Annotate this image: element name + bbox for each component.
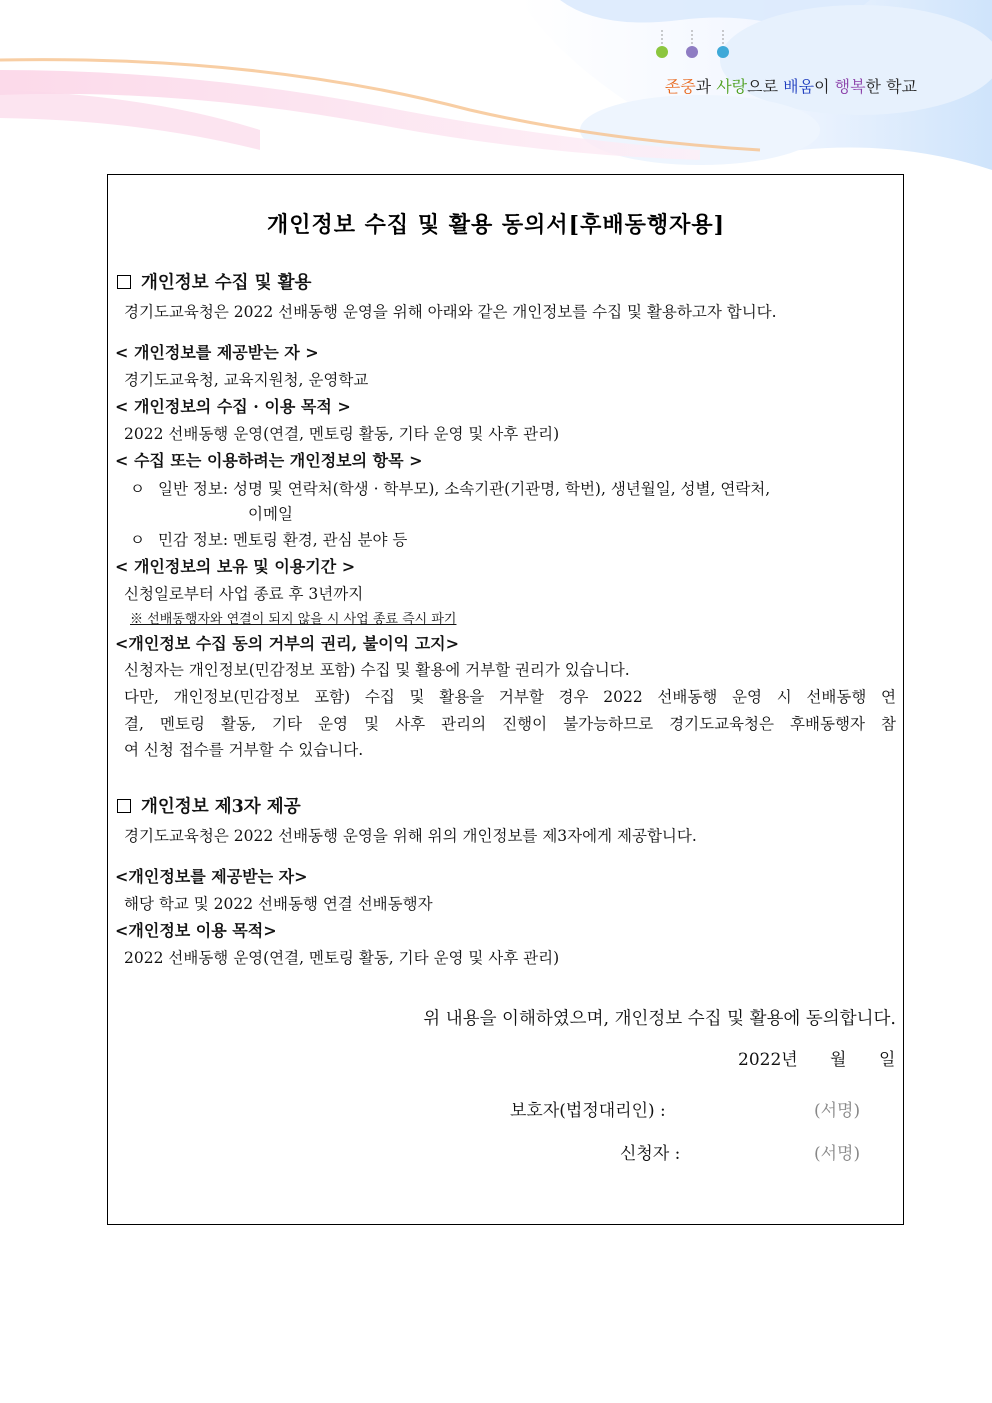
guardian-sign-mark[interactable]: (서명) bbox=[814, 1101, 861, 1121]
sensitive-info-item: ㅇ 민감 정보: 멘토링 환경, 관심 분야 등 bbox=[124, 529, 896, 551]
refusal-heading: <개인정보 수집 동의 거부의 권리, 불이익 고지> bbox=[115, 634, 460, 653]
recipient-text: 경기도교육청, 교육지원청, 운영학교 bbox=[124, 371, 369, 389]
checkbox-square-icon bbox=[117, 799, 131, 813]
motto-part: 배움 bbox=[783, 77, 815, 96]
purpose-heading: < 개인정보의 수집 · 이용 목적 > bbox=[115, 397, 351, 416]
bullet-icon: ㅇ bbox=[130, 531, 145, 549]
third-party-recipient-heading: <개인정보를 제공받는 자> bbox=[115, 867, 308, 886]
items-heading: < 수집 또는 이용하려는 개인정보의 항목 > bbox=[115, 451, 423, 470]
guardian-label: 보호자(법정대리인) : bbox=[510, 1101, 666, 1121]
recipient-heading: < 개인정보를 제공받는 자 > bbox=[115, 343, 319, 362]
motto-part: 으로 bbox=[747, 77, 784, 96]
retention-heading: < 개인정보의 보유 및 이용기간 > bbox=[115, 557, 356, 576]
page-title: 개인정보 수집 및 활용 동의서[후배동행자용] bbox=[267, 212, 725, 238]
date-day: 일 bbox=[879, 1050, 896, 1070]
purpose-text: 2022 선배동행 운영(연결, 멘토링 활동, 기타 운영 및 사후 관리) bbox=[124, 425, 560, 443]
motto-part: 이 bbox=[814, 77, 835, 96]
agreement-statement: 위 내용을 이해하였으며, 개인정보 수집 및 활용에 동의합니다. bbox=[423, 1009, 896, 1029]
third-party-intro: 경기도교육청은 2022 선배동행 운영을 위해 위의 개인정보를 제3자에게 제공합니다. bbox=[124, 827, 697, 845]
checkbox-square-icon bbox=[117, 275, 131, 289]
refusal-text-4: 여 신청 접수를 거부할 수 있습니다. bbox=[124, 741, 364, 759]
refusal-text-1: 신청자는 개인정보(민감정보 포함) 수집 및 활용에 거부할 권리가 있습니다. bbox=[124, 661, 630, 679]
motto-part: 사랑 bbox=[716, 77, 748, 96]
retention-text: 신청일로부터 사업 종료 후 3년까지 bbox=[124, 585, 364, 603]
applicant-label: 신청자 : bbox=[620, 1144, 681, 1164]
retention-note: ※ 선배동행자와 연결이 되지 않을 시 사업 종료 즉시 파기 bbox=[130, 612, 457, 627]
motto-part: 한 학교 bbox=[865, 77, 917, 96]
general-info-item: ㅇ 일반 정보: 성명 및 연락처(학생 · 학부모), 소속기관(기관명, 학번), 생년월일, 성별, 연락처, bbox=[124, 478, 896, 500]
third-party-purpose: 2022 선배동행 운영(연결, 멘토링 활동, 기타 운영 및 사후 관리) bbox=[124, 949, 560, 967]
third-party-purpose-heading: <개인정보 이용 목적> bbox=[115, 921, 277, 940]
motto-part: 행복 bbox=[834, 77, 866, 96]
bullet-icon: ㅇ bbox=[130, 480, 145, 498]
header-decoration bbox=[0, 0, 992, 200]
date-year: 2022년 bbox=[738, 1050, 798, 1070]
refusal-text-2: 다만, 개인정보(민감정보 포함) 수집 및 활용을 거부할 경우 2022 선배동행 운영 시 선배동행 연 bbox=[124, 688, 896, 706]
general-info-item-cont: 이메일 bbox=[248, 505, 293, 523]
date-month: 월 bbox=[830, 1050, 847, 1070]
applicant-sign-mark[interactable]: (서명) bbox=[814, 1144, 861, 1164]
refusal-text-3: 결, 멘토링 활동, 기타 운영 및 사후 관리의 진행이 불가능하므로 경기도교육청은 후배동행자 참 bbox=[124, 715, 896, 733]
motto-part: 존중 bbox=[664, 77, 696, 96]
school-motto bbox=[665, 74, 917, 97]
section-heading-collect: 개인정보 수집 및 활용 bbox=[117, 272, 889, 294]
section-heading-third-party: 개인정보 제3자 제공 bbox=[117, 796, 889, 818]
third-party-recipient: 해당 학교 및 2022 선배동행 연결 선배동행자 bbox=[124, 895, 433, 913]
section-intro: 경기도교육청은 2022 선배동행 운영을 위해 아래와 같은 개인정보를 수집 및 활용하고자 합니다. bbox=[124, 303, 777, 321]
motto-part: 과 bbox=[695, 77, 717, 96]
